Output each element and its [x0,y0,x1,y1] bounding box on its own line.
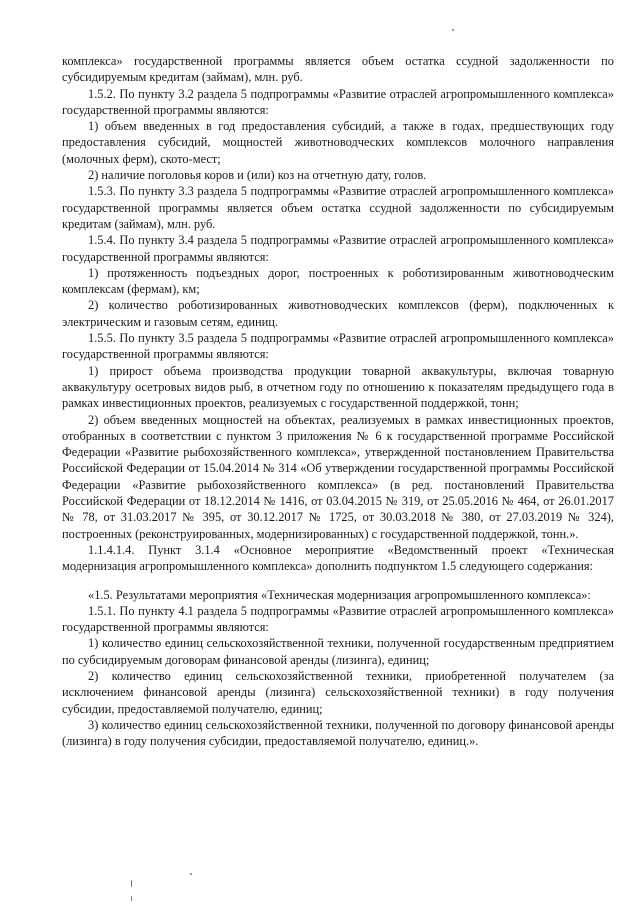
paragraph: комплекса» государственной программы является объем остатка ссудной задолженности по субсидируемым кредитам (займам), млн. руб. [62,54,614,85]
scan-speck [131,880,132,887]
scan-speck [452,29,454,31]
paragraph: 1) протяженность подъездных дорог, построенных к роботизированным животноводческим комплексам (фермам), км; [62,265,614,297]
paragraph: 1.5.1. По пункту 4.1 раздела 5 подпрограммы «Развитие отраслей агропромышленного комплекса» государственной программы являются: [62,603,614,635]
paragraph: 2) количество роботизированных животноводческих комплексов (ферм), подключенных к электрическим и газовым сетям, единиц. [62,298,614,329]
scan-speck [131,896,132,901]
paragraph: 1.1.4.1.4. Пункт 3.1.4 «Основное мероприятие «Ведомственный проект «Техническая модернизация агропромышленного комплекса» дополнить подпунктом 1.5 следующего содержания: [62,542,614,574]
paragraph: 2) объем введенных мощностей на объектах, реализуемых в рамках инвестиционных проектов, отобранных в соответствии с пунктом 3 приложения № 6 к государственной программе Российской Федерации «Развитие рыбохозяйственного комплекса», утвержденной постановлением Правительства Российской Федерации от 15.04.2014 № 314 «Об утверждении государственной программы Российской Федерации «Развитие рыбохозяйственного комплекса» (в ред. постановлений Правительства Российской Федерации от 18.12.2014 № 1416, от 03.04.2015 № 319, от 25.05.2016 № 464, от 26.01.2017 № 78, от 31.03.2017 № 395, от 30.12.2017 № 1725, от 30.03.2018 № 380, от 27.03.2019 № 324), построенных (реконструированных, модернизированных) с государственной поддержкой, тонн.». [62,412,614,541]
paragraph: 2) наличие поголовья коров и (или) коз на отчетную дату, голов. [88,168,427,183]
scan-speck [190,873,192,875]
paragraph: 2) количество единиц сельскохозяйственной техники, приобретенной получателем (за исключением финансовой аренды (лизинга) сельскохозяйственной техники) в году получения субсидии, предоставляемой получателю, единиц; [62,668,614,716]
paragraph: 1.5.4. По пункту 3.4 раздела 5 подпрограммы «Развитие отраслей агропромышленного комплекса» государственной программы являются: [62,233,614,264]
paragraph: 1.5.3. По пункту 3.3 раздела 5 подпрограммы «Развитие отраслей агропромышленного комплекса» государственной программы является объем остатка ссудной задолженности по субсидируемым кредитам (займам), млн. руб. [62,184,614,231]
paragraph: 3) количество единиц сельскохозяйственной техники, полученной по договору финансовой аренды (лизинга) в году получения субсидии, предоставляемой получателю, единиц.». [62,717,614,749]
document-text [62,53,614,749]
paragraph: 1) объем введенных в год предоставления субсидий, а также в годах, предшествующих году предоставления субсидий, мощностей животноводческих комплексов молочного направления (молочных ферм), ското-мест; [62,119,614,166]
paragraph: «1.5. Результатами мероприятия «Техническая модернизация агропромышленного комплекса»: [88,587,591,602]
paragraph: 1.5.5. По пункту 3.5 раздела 5 подпрограммы «Развитие отраслей агропромышленного комплекса» государственной программы являются: [62,331,614,362]
paragraph: 1) количество единиц сельскохозяйственной техники, полученной государственным предприятием по субсидируемым договорам финансовой аренды (лизинга), единиц; [62,636,614,667]
paragraph: 1.5.2. По пункту 3.2 раздела 5 подпрограммы «Развитие отраслей агропромышленного комплекса» государственной программы являются: [62,86,614,117]
paragraph: 1) прирост объема производства продукции товарной аквакультуры, включая товарную аквакультуру осетровых видов рыб, в отчетном году по отношению к показателям предыдущего года в рамках инвестиционных проектов, реализуемых с государственной поддержкой, тонн; [62,363,614,411]
